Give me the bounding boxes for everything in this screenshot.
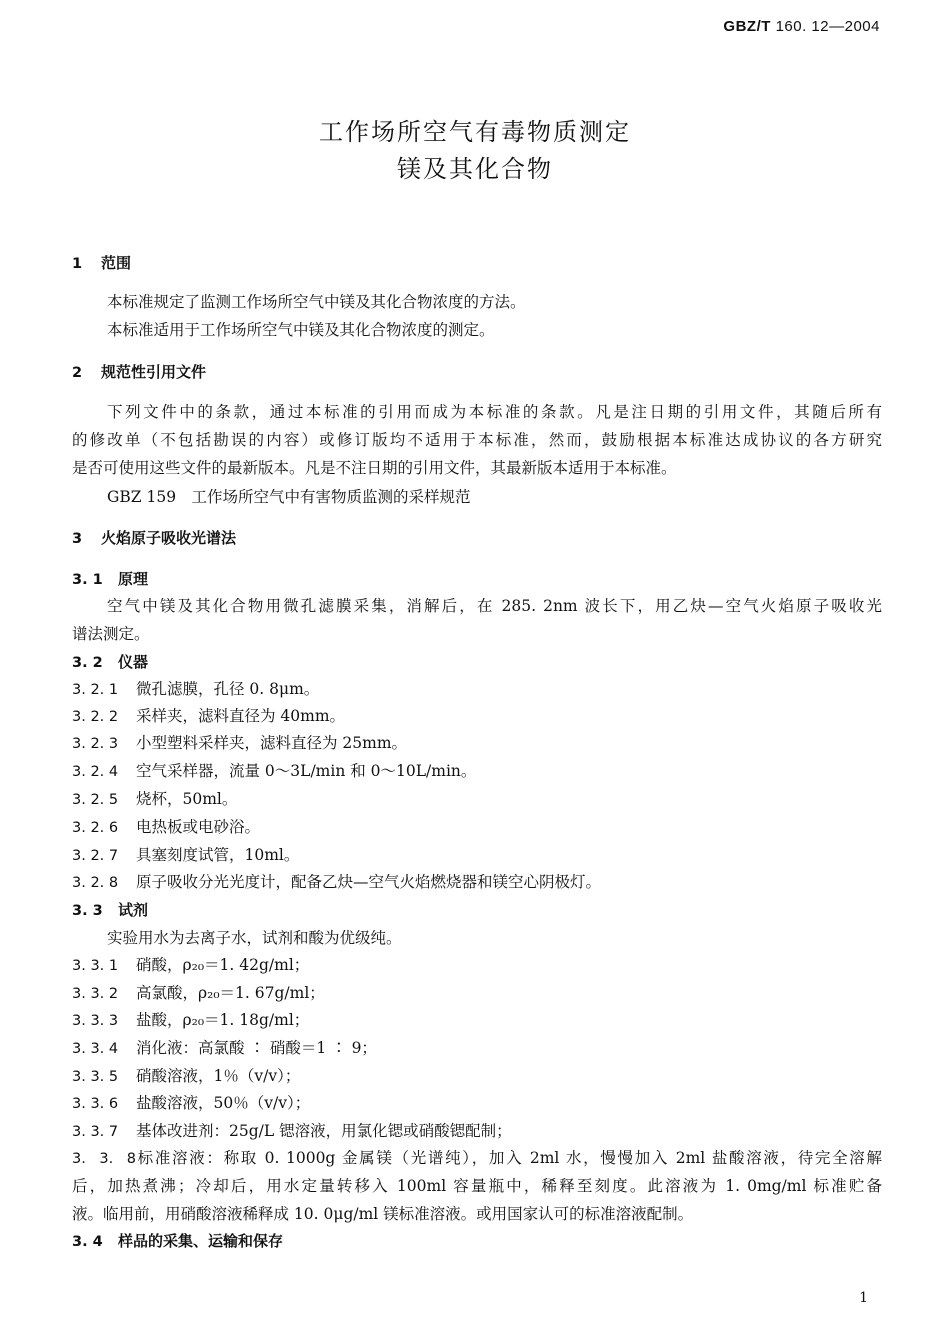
list-item: 3. 3. 8标准溶液：称取 0. 1000g 金属镁（光谱纯），加入 2ml 水，慢慢加入 2ml 盐酸溶液，待完全溶解	[72, 1149, 882, 1167]
list-item: 3. 2. 6 电热板或电砂浴。	[72, 818, 261, 836]
paragraph: 实验用水为去离子水，试剂和酸为优级纯。	[107, 929, 402, 947]
paragraph: 空气中镁及其化合物用微孔滤膜采集，消解后，在 285. 2nm 波长下，用乙炔—空气火焰原子吸收光	[107, 597, 882, 615]
list-item: 3. 2. 8 原子吸收分光光度计，配备乙炔—空气火焰燃烧器和镁空心阴极灯。	[72, 873, 602, 891]
list-item: 3. 3. 3 盐酸，ρ₂₀＝1. 18g/ml；	[72, 1011, 310, 1029]
list-item: 3. 3. 4 消化液：高氯酸 ∶ 硝酸＝1 ∶ 9；	[72, 1039, 377, 1057]
page-number: 1	[859, 1290, 868, 1306]
standard-number: 160. 12—2004	[770, 18, 880, 35]
list-item: 3. 2. 4 空气采样器，流量 0～3L/min 和 0～10L/min。	[72, 762, 477, 780]
document-subtitle: 镁及其化合物	[397, 155, 553, 183]
section-3-heading: 3 火焰原子吸收光谱法	[72, 529, 237, 547]
paragraph: 液。临用前，用硝酸溶液稀释成 10. 0μg/ml 镁标准溶液。或用国家认可的标准溶液配制。	[72, 1205, 694, 1223]
list-item: 3. 3. 5 硝酸溶液，1％（v/v）；	[72, 1067, 301, 1085]
paragraph: 本标准适用于工作场所空气中镁及其化合物浓度的测定。	[107, 321, 495, 339]
list-item: 3. 3. 6 盐酸溶液，50％（v/v）；	[72, 1094, 311, 1112]
document-title: 工作场所空气有毒物质测定	[319, 118, 631, 146]
paragraph: 后，加热煮沸；冷却后，用水定量转移入 100ml 容量瓶中，稀释至刻度。此溶液为 1. 0mg/ml 标准贮备	[72, 1177, 882, 1195]
subsection-3-1-heading: 3. 1 原理	[72, 570, 149, 588]
section-2-heading: 2 规范性引用文件	[72, 363, 207, 381]
list-item: 3. 2. 5 烧杯，50ml。	[72, 790, 238, 808]
subsection-3-3-heading: 3. 3 试剂	[72, 901, 149, 919]
list-item: 3. 2. 3 小型塑料采样夹，滤料直径为 25mm。	[72, 734, 408, 752]
subsection-3-2-heading: 3. 2 仪器	[72, 653, 149, 671]
list-item: 3. 2. 1 微孔滤膜，孔径 0. 8μm。	[72, 680, 320, 698]
paragraph: 谱法测定。	[72, 625, 150, 643]
paragraph: 是否可使用这些文件的最新版本。凡是不注日期的引用文件，其最新版本适用于本标准。	[72, 459, 677, 477]
list-item: 3. 2. 7 具塞刻度试管，10ml。	[72, 846, 300, 864]
paragraph: 下列文件中的条款，通过本标准的引用而成为本标准的条款。凡是注日期的引用文件，其随后所有	[107, 403, 882, 421]
subsection-3-4-heading: 3. 4 样品的采集、运输和保存	[72, 1232, 284, 1250]
list-item: 3. 2. 2 采样夹，滤料直径为 40mm。	[72, 707, 346, 725]
list-item: 3. 3. 7 基体改进剂：25g/L 锶溶液，用氯化锶或硝酸锶配制；	[72, 1122, 512, 1140]
standard-prefix: GBZ/T	[723, 18, 771, 35]
normative-reference: GBZ 159 工作场所空气中有害物质监测的采样规范	[107, 488, 471, 506]
paragraph: 的修改单（不包括勘误的内容）或修订版均不适用于本标准，然而，鼓励根据本标准达成协议的各方研究	[72, 431, 882, 449]
list-item: 3. 3. 1 硝酸，ρ₂₀＝1. 42g/ml；	[72, 956, 310, 974]
page-header	[723, 18, 880, 35]
section-1-heading: 1 范围	[72, 254, 132, 272]
paragraph: 本标准规定了监测工作场所空气中镁及其化合物浓度的方法。	[107, 293, 526, 311]
list-item: 3. 3. 2 高氯酸，ρ₂₀＝1. 67g/ml；	[72, 984, 325, 1002]
